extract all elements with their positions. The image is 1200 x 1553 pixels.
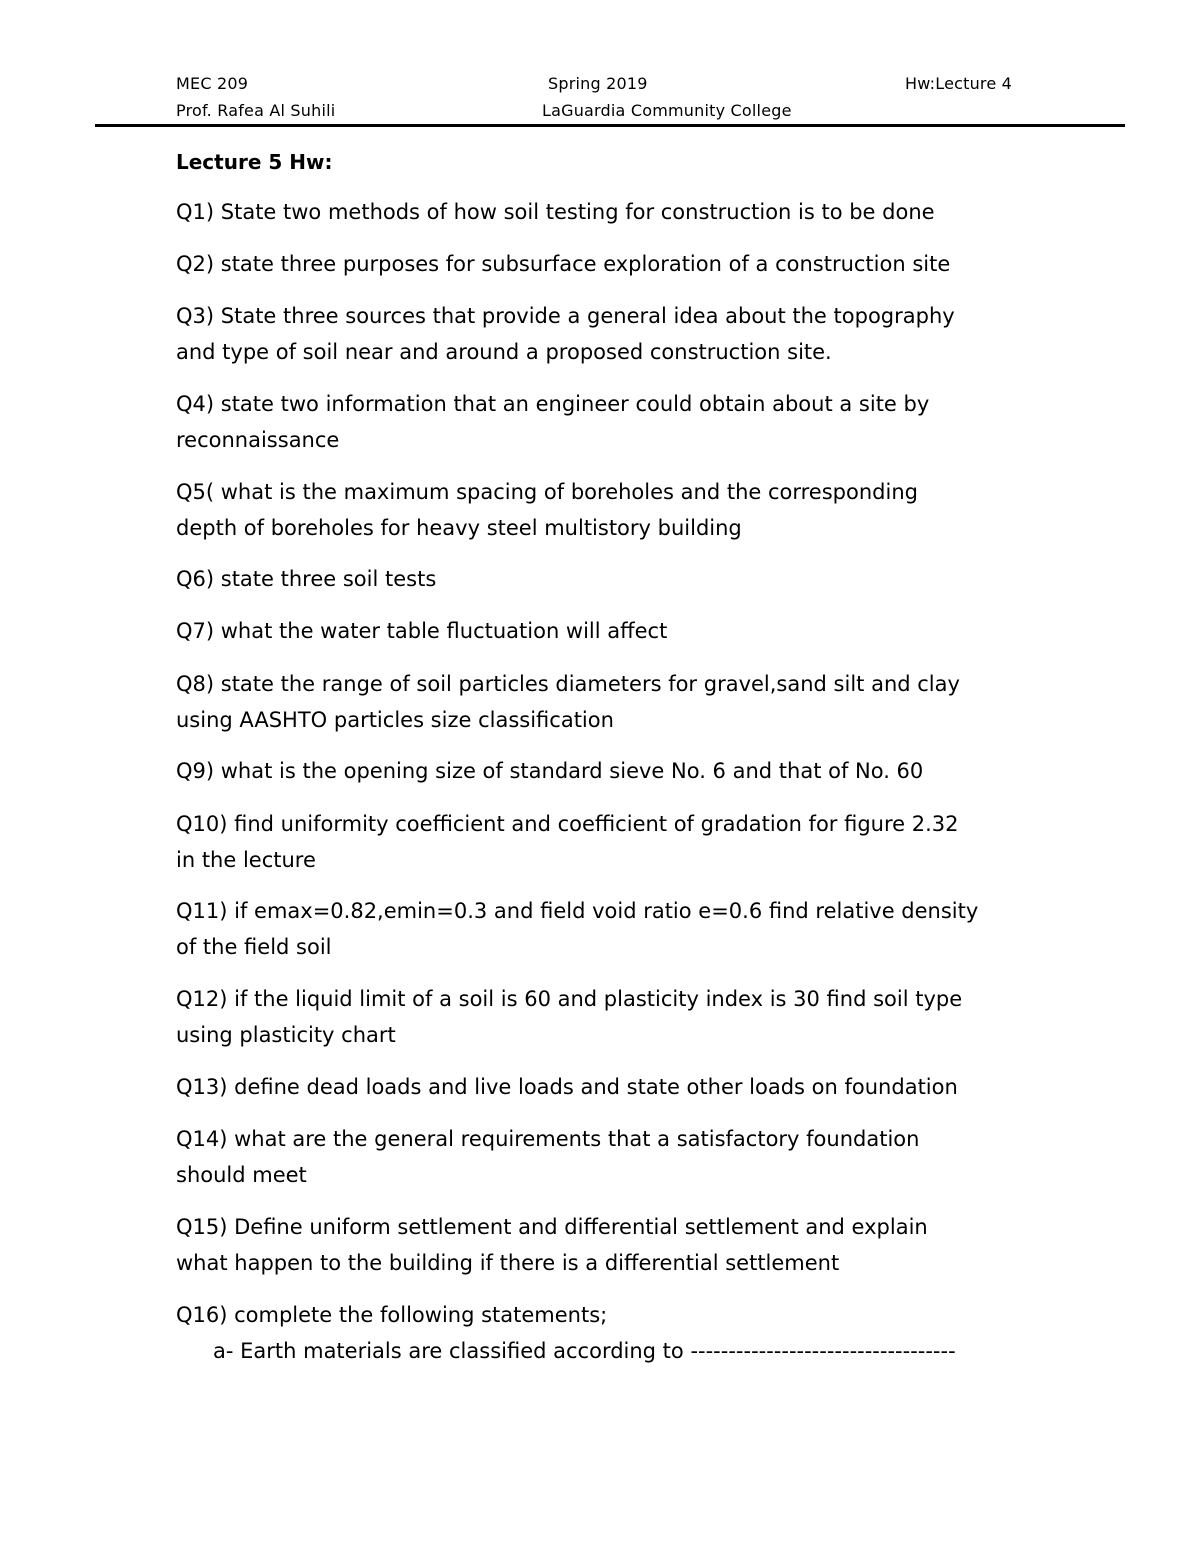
question-line: Q7) what the water table fluctuation will affect: [176, 619, 668, 643]
question-line: Q16) complete the following statements;: [176, 1303, 608, 1327]
question-2: [176, 246, 1056, 282]
question-13: [176, 1069, 1056, 1105]
question-6: [176, 561, 1056, 597]
header-divider: [95, 124, 1125, 127]
question-line: using AASHTO particles size classification: [176, 708, 614, 732]
question-4: [176, 386, 1056, 458]
question-10: [176, 806, 1056, 878]
question-7: [176, 613, 1056, 649]
question-line: Q5( what is the maximum spacing of boreholes and the corresponding: [176, 480, 918, 504]
college-name: LaGuardia Community College: [542, 101, 792, 120]
question-line: and type of soil near and around a proposed construction site.: [176, 340, 832, 364]
question-line: Q10) find uniformity coefficient and coefficient of gradation for figure 2.32: [176, 812, 959, 836]
course-code: MEC 209: [176, 74, 249, 93]
question-line: Q4) state two information that an engineer could obtain about a site by: [176, 392, 930, 416]
question-16: [176, 1297, 1056, 1333]
question-line: Q11) if emax=0.82,emin=0.3 and field void ratio e=0.6 find relative density: [176, 899, 979, 923]
question-line: should meet: [176, 1163, 307, 1187]
question-line: Q12) if the liquid limit of a soil is 60 and plasticity index is 30 find soil type: [176, 987, 963, 1011]
assignment-label: Hw:Lecture 4: [905, 74, 1013, 93]
question-5: [176, 474, 1056, 546]
question-15: [176, 1209, 1056, 1281]
question-line: depth of boreholes for heavy steel multistory building: [176, 516, 742, 540]
term: Spring 2019: [548, 74, 648, 93]
question-line: Q8) state the range of soil particles diameters for gravel,sand silt and clay: [176, 672, 960, 696]
question-8: [176, 666, 1056, 738]
question-line: in the lecture: [176, 848, 316, 872]
professor-name: Prof. Rafea Al Suhili: [176, 101, 336, 120]
question-line: Q14) what are the general requirements that a satisfactory foundation: [176, 1127, 920, 1151]
question-line: Q13) define dead loads and live loads and state other loads on foundation: [176, 1075, 958, 1099]
question-line: Q2) state three purposes for subsurface exploration of a construction site: [176, 252, 951, 276]
question-3: [176, 298, 1056, 370]
question-line: Q3) State three sources that provide a general idea about the topography: [176, 304, 955, 328]
question-line: of the field soil: [176, 935, 332, 959]
statement-a: a- Earth materials are classified according to -----------------------------------: [213, 1339, 956, 1363]
page-title: Lecture 5 Hw:: [176, 150, 333, 174]
question-14: [176, 1121, 1056, 1193]
question-line: Q6) state three soil tests: [176, 567, 437, 591]
question-line: Q9) what is the opening size of standard sieve No. 6 and that of No. 60: [176, 759, 924, 783]
question-9: [176, 753, 1056, 789]
question-line: what happen to the building if there is a differential settlement: [176, 1251, 840, 1275]
question-11: [176, 893, 1056, 965]
question-line: Q15) Define uniform settlement and differential settlement and explain: [176, 1215, 928, 1239]
question-line: using plasticity chart: [176, 1023, 396, 1047]
question-12: [176, 981, 1056, 1053]
question-1: [176, 194, 1056, 230]
question-line: reconnaissance: [176, 428, 340, 452]
question-line: Q1) State two methods of how soil testing for construction is to be done: [176, 200, 935, 224]
